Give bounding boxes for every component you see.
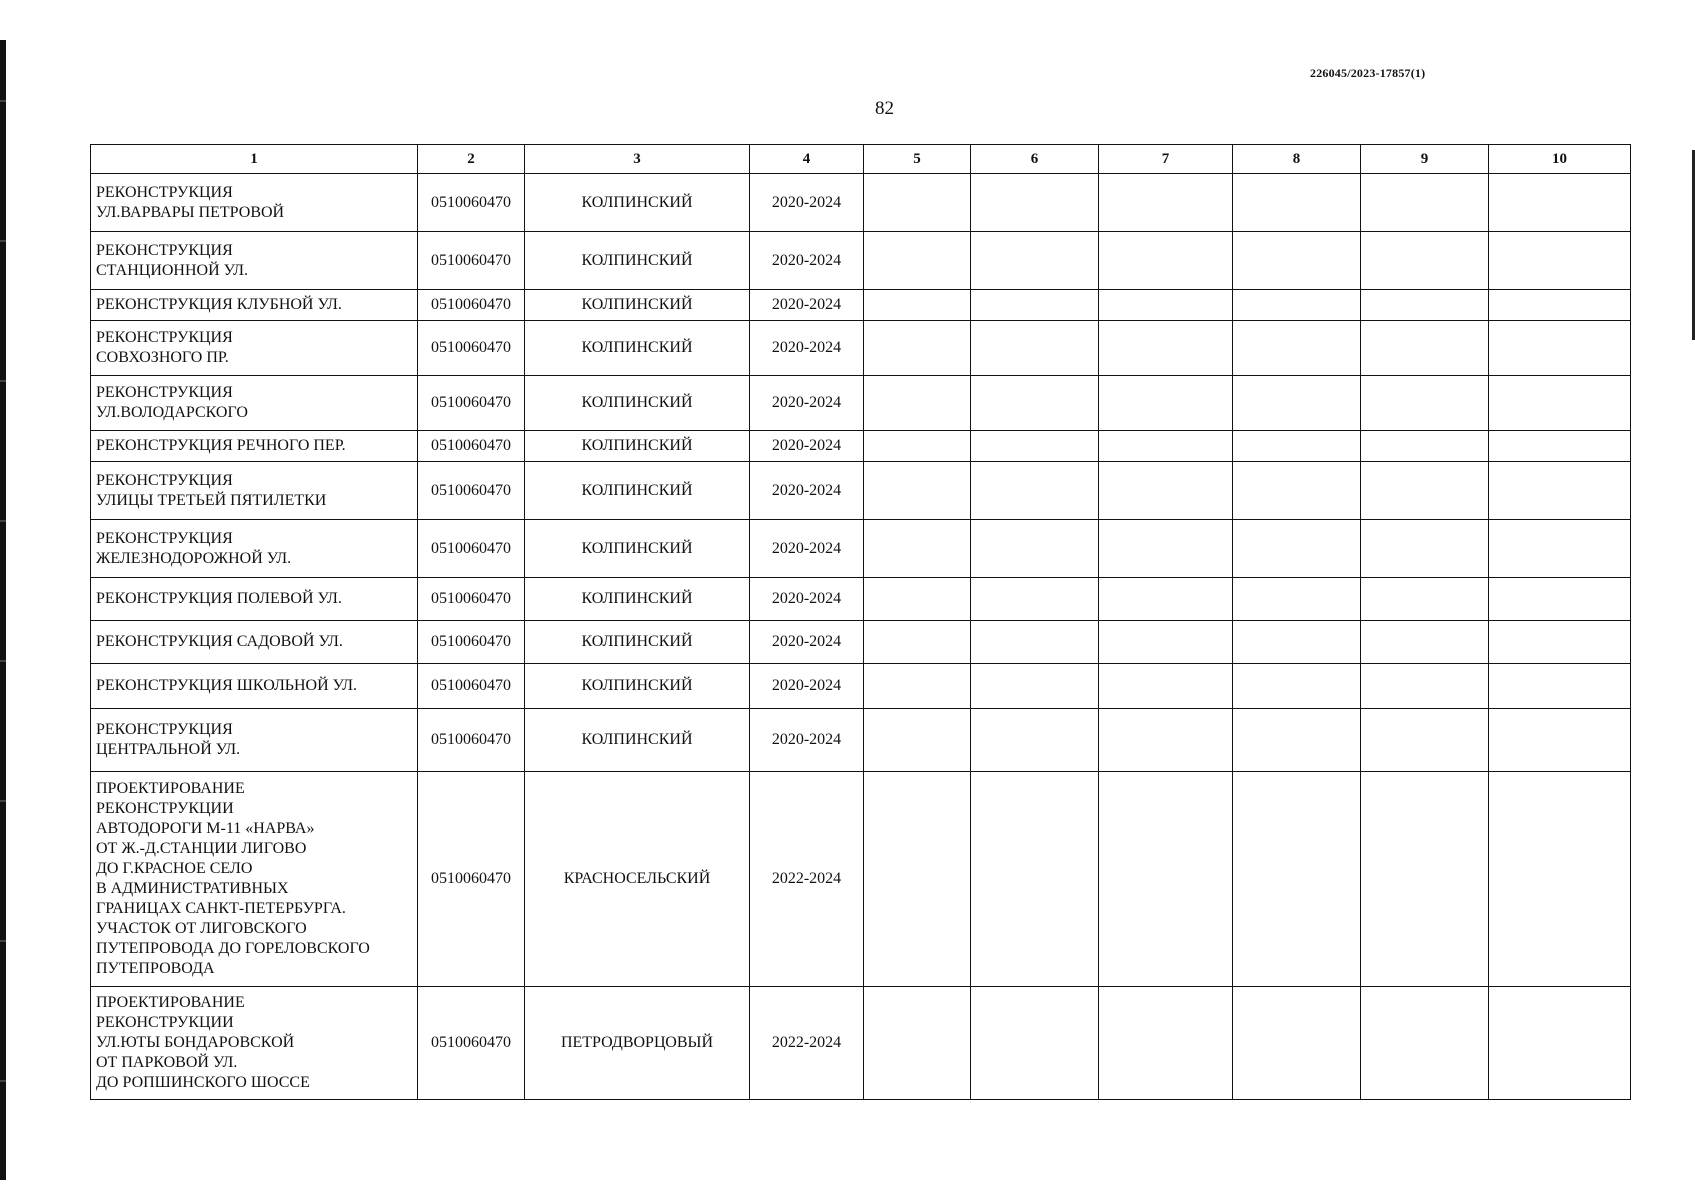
- empty-cell: [971, 232, 1099, 290]
- empty-cell: [1233, 174, 1361, 232]
- table-row: [91, 290, 1631, 321]
- years-cell: 2020-2024: [750, 709, 864, 772]
- header-row: [91, 145, 1631, 174]
- object-name-line: РЕКОНСТРУКЦИЯ: [96, 384, 233, 401]
- empty-cell: [1233, 232, 1361, 290]
- table-row: [91, 772, 1631, 987]
- table-row: [91, 174, 1631, 232]
- object-name-line: ДО РОПШИНСКОГО ШОССЕ: [96, 1074, 310, 1091]
- empty-cell: [864, 431, 971, 462]
- table-row: [91, 709, 1631, 772]
- empty-cell: [1361, 578, 1489, 621]
- district-cell: КОЛПИНСКИЙ: [525, 621, 750, 664]
- empty-cell: [1233, 290, 1361, 321]
- table-row: [91, 520, 1631, 578]
- empty-cell: [1233, 987, 1361, 1100]
- years-cell: 2020-2024: [750, 290, 864, 321]
- years-cell: 2022-2024: [750, 987, 864, 1100]
- object-name-line: СТАНЦИОННОЙ УЛ.: [96, 261, 249, 279]
- code-cell: 0510060470: [418, 174, 525, 232]
- code-cell: 0510060470: [418, 709, 525, 772]
- empty-cell: [1361, 462, 1489, 520]
- empty-cell: [1361, 520, 1489, 578]
- district-cell: ПЕТРОДВОРЦОВЫЙ: [525, 987, 750, 1100]
- object-name-cell: [91, 376, 418, 431]
- object-name-cell: [91, 664, 418, 709]
- years-cell: 2020-2024: [750, 462, 864, 520]
- object-name-cell: [91, 232, 418, 290]
- empty-cell: [971, 431, 1099, 462]
- empty-cell: [1489, 290, 1631, 321]
- object-name-cell: [91, 431, 418, 462]
- object-name-line: РЕКОНСТРУКЦИЯ: [96, 329, 233, 346]
- column-header: 10: [1489, 145, 1631, 174]
- district-cell: КОЛПИНСКИЙ: [525, 578, 750, 621]
- code-cell: 0510060470: [418, 376, 525, 431]
- code-cell: 0510060470: [418, 520, 525, 578]
- object-name-line: УЧАСТОК ОТ ЛИГОВСКОГО: [96, 920, 307, 937]
- table-row: [91, 232, 1631, 290]
- years-cell: 2020-2024: [750, 321, 864, 376]
- empty-cell: [1099, 578, 1233, 621]
- empty-cell: [864, 174, 971, 232]
- code-cell: 0510060470: [418, 664, 525, 709]
- empty-cell: [1233, 578, 1361, 621]
- object-name-line: РЕКОНСТРУКЦИЯ: [96, 183, 233, 201]
- empty-cell: [971, 987, 1099, 1100]
- district-cell: КОЛПИНСКИЙ: [525, 462, 750, 520]
- empty-cell: [1099, 290, 1233, 321]
- empty-cell: [864, 321, 971, 376]
- object-name-cell: [91, 987, 418, 1100]
- district-cell: КОЛПИНСКИЙ: [525, 431, 750, 462]
- table-row: [91, 431, 1631, 462]
- object-name-cell: [91, 520, 418, 578]
- object-name-line: РЕКОНСТРУКЦИЯ РЕЧНОГО ПЕР.: [96, 437, 346, 454]
- code-cell: 0510060470: [418, 621, 525, 664]
- district-cell: КОЛПИНСКИЙ: [525, 174, 750, 232]
- object-name-line: АВТОДОРОГИ М-11 «НАРВА»: [96, 820, 315, 837]
- empty-cell: [971, 520, 1099, 578]
- empty-cell: [1361, 987, 1489, 1100]
- table-row: [91, 376, 1631, 431]
- empty-cell: [971, 462, 1099, 520]
- object-name-cell: [91, 772, 418, 987]
- object-name-line: ПРОЕКТИРОВАНИЕ: [96, 994, 245, 1011]
- empty-cell: [1489, 709, 1631, 772]
- years-cell: 2020-2024: [750, 664, 864, 709]
- empty-cell: [1489, 431, 1631, 462]
- empty-cell: [1099, 376, 1233, 431]
- object-name-line: ДО Г.КРАСНОЕ СЕЛО: [96, 860, 253, 877]
- empty-cell: [1099, 621, 1233, 664]
- years-cell: 2020-2024: [750, 520, 864, 578]
- empty-cell: [1489, 987, 1631, 1100]
- district-cell: КОЛПИНСКИЙ: [525, 321, 750, 376]
- column-header: 9: [1361, 145, 1489, 174]
- empty-cell: [1361, 664, 1489, 709]
- object-name-cell: [91, 462, 418, 520]
- empty-cell: [1099, 772, 1233, 987]
- empty-cell: [1233, 376, 1361, 431]
- empty-cell: [1233, 621, 1361, 664]
- empty-cell: [1489, 174, 1631, 232]
- empty-cell: [1099, 664, 1233, 709]
- code-cell: 0510060470: [418, 772, 525, 987]
- empty-cell: [1489, 376, 1631, 431]
- district-cell: КОЛПИНСКИЙ: [525, 376, 750, 431]
- data-table: [90, 144, 1631, 1100]
- empty-cell: [864, 232, 971, 290]
- scan-edge-left: [0, 40, 6, 1180]
- empty-cell: [971, 772, 1099, 987]
- empty-cell: [1361, 431, 1489, 462]
- code-cell: 0510060470: [418, 987, 525, 1100]
- object-name-line: РЕКОНСТРУКЦИЯ: [96, 471, 233, 489]
- years-cell: 2020-2024: [750, 376, 864, 431]
- empty-cell: [971, 621, 1099, 664]
- table-row: [91, 462, 1631, 520]
- document-id: 226045/2023-17857(1): [1310, 66, 1426, 80]
- district-cell: КОЛПИНСКИЙ: [525, 290, 750, 321]
- code-cell: 0510060470: [418, 578, 525, 621]
- object-name-cell: [91, 578, 418, 621]
- empty-cell: [1099, 987, 1233, 1100]
- empty-cell: [864, 578, 971, 621]
- table-body: [91, 174, 1631, 1100]
- empty-cell: [864, 520, 971, 578]
- code-cell: 0510060470: [418, 462, 525, 520]
- object-name-cell: [91, 290, 418, 321]
- code-cell: 0510060470: [418, 321, 525, 376]
- empty-cell: [1233, 462, 1361, 520]
- object-name-line: УЛИЦЫ ТРЕТЬЕЙ ПЯТИЛЕТКИ: [96, 491, 327, 509]
- empty-cell: [1233, 431, 1361, 462]
- empty-cell: [864, 462, 971, 520]
- object-name-line: ПУТЕПРОВОДА ДО ГОРЕЛОВСКОГО: [96, 940, 370, 957]
- empty-cell: [1361, 772, 1489, 987]
- empty-cell: [1099, 232, 1233, 290]
- empty-cell: [864, 621, 971, 664]
- empty-cell: [1099, 462, 1233, 520]
- object-name-line: РЕКОНСТРУКЦИЯ САДОВОЙ УЛ.: [96, 633, 343, 650]
- object-name-line: РЕКОНСТРУКЦИИ: [96, 1014, 234, 1031]
- table-row: [91, 664, 1631, 709]
- code-cell: 0510060470: [418, 290, 525, 321]
- empty-cell: [971, 709, 1099, 772]
- years-cell: 2020-2024: [750, 578, 864, 621]
- column-header: 1: [91, 145, 418, 174]
- code-cell: 0510060470: [418, 232, 525, 290]
- object-name-line: В АДМИНИСТРАТИВНЫХ: [96, 880, 289, 897]
- empty-cell: [864, 376, 971, 431]
- empty-cell: [1489, 664, 1631, 709]
- empty-cell: [864, 709, 971, 772]
- empty-cell: [971, 578, 1099, 621]
- object-name-line: ЦЕНТРАЛЬНОЙ УЛ.: [96, 741, 241, 758]
- column-header: 3: [525, 145, 750, 174]
- object-name-line: ОТ ПАРКОВОЙ УЛ.: [96, 1054, 238, 1071]
- empty-cell: [1489, 232, 1631, 290]
- empty-cell: [1361, 376, 1489, 431]
- empty-cell: [1099, 520, 1233, 578]
- column-header: 4: [750, 145, 864, 174]
- years-cell: 2020-2024: [750, 621, 864, 664]
- object-name-line: РЕКОНСТРУКЦИЯ: [96, 721, 233, 738]
- empty-cell: [1361, 174, 1489, 232]
- district-cell: КРАСНОСЕЛЬСКИЙ: [525, 772, 750, 987]
- object-name-line: ПРОЕКТИРОВАНИЕ: [96, 780, 245, 797]
- years-cell: 2020-2024: [750, 431, 864, 462]
- object-name-line: РЕКОНСТРУКЦИЯ: [96, 529, 233, 547]
- empty-cell: [1489, 621, 1631, 664]
- empty-cell: [864, 664, 971, 709]
- object-name-line: ЖЕЛЕЗНОДОРОЖНОЙ УЛ.: [96, 549, 292, 567]
- years-cell: 2020-2024: [750, 232, 864, 290]
- object-name-cell: [91, 174, 418, 232]
- empty-cell: [1361, 621, 1489, 664]
- empty-cell: [1489, 578, 1631, 621]
- empty-cell: [1099, 174, 1233, 232]
- empty-cell: [864, 772, 971, 987]
- column-header: 8: [1233, 145, 1361, 174]
- empty-cell: [971, 290, 1099, 321]
- empty-cell: [1361, 321, 1489, 376]
- empty-cell: [1233, 664, 1361, 709]
- empty-cell: [971, 664, 1099, 709]
- table-row: [91, 578, 1631, 621]
- empty-cell: [1099, 321, 1233, 376]
- column-header: 6: [971, 145, 1099, 174]
- empty-cell: [1233, 520, 1361, 578]
- empty-cell: [1489, 321, 1631, 376]
- empty-cell: [971, 321, 1099, 376]
- object-name-line: УЛ.ВОЛОДАРСКОГО: [96, 404, 248, 421]
- object-name-line: СОВХОЗНОГО ПР.: [96, 349, 229, 366]
- empty-cell: [1233, 772, 1361, 987]
- object-name-cell: [91, 321, 418, 376]
- object-name-line: РЕКОНСТРУКЦИЯ: [96, 241, 233, 259]
- empty-cell: [1489, 772, 1631, 987]
- object-name-line: РЕКОНСТРУКЦИЯ КЛУБНОЙ УЛ.: [96, 296, 342, 313]
- empty-cell: [864, 290, 971, 321]
- object-name-cell: [91, 709, 418, 772]
- empty-cell: [864, 987, 971, 1100]
- empty-cell: [1361, 232, 1489, 290]
- years-cell: 2022-2024: [750, 772, 864, 987]
- object-name-line: ПУТЕПРОВОДА: [96, 960, 215, 977]
- object-name-line: РЕКОНСТРУКЦИЯ ПОЛЕВОЙ УЛ.: [96, 590, 342, 607]
- object-name-line: ОТ Ж.-Д.СТАНЦИИ ЛИГОВО: [96, 840, 307, 857]
- years-cell: 2020-2024: [750, 174, 864, 232]
- empty-cell: [971, 376, 1099, 431]
- empty-cell: [971, 174, 1099, 232]
- column-header: 7: [1099, 145, 1233, 174]
- object-name-line: РЕКОНСТРУКЦИЯ ШКОЛЬНОЙ УЛ.: [96, 677, 358, 694]
- empty-cell: [1489, 520, 1631, 578]
- object-name-line: ГРАНИЦАХ САНКТ-ПЕТЕРБУРГА.: [96, 900, 346, 917]
- district-cell: КОЛПИНСКИЙ: [525, 520, 750, 578]
- column-header: 2: [418, 145, 525, 174]
- empty-cell: [1099, 431, 1233, 462]
- object-name-cell: [91, 621, 418, 664]
- empty-cell: [1233, 709, 1361, 772]
- page-number: 82: [875, 98, 894, 119]
- object-name-line: РЕКОНСТРУКЦИИ: [96, 800, 234, 817]
- empty-cell: [1099, 709, 1233, 772]
- table-row: [91, 621, 1631, 664]
- district-cell: КОЛПИНСКИЙ: [525, 232, 750, 290]
- district-cell: КОЛПИНСКИЙ: [525, 664, 750, 709]
- empty-cell: [1489, 462, 1631, 520]
- empty-cell: [1361, 709, 1489, 772]
- object-name-line: УЛ.ЮТЫ БОНДАРОВСКОЙ: [96, 1034, 295, 1051]
- table-row: [91, 321, 1631, 376]
- column-header: 5: [864, 145, 971, 174]
- district-cell: КОЛПИНСКИЙ: [525, 709, 750, 772]
- table-row: [91, 987, 1631, 1100]
- empty-cell: [1233, 321, 1361, 376]
- object-name-line: УЛ.ВАРВАРЫ ПЕТРОВОЙ: [96, 203, 285, 221]
- code-cell: 0510060470: [418, 431, 525, 462]
- empty-cell: [1361, 290, 1489, 321]
